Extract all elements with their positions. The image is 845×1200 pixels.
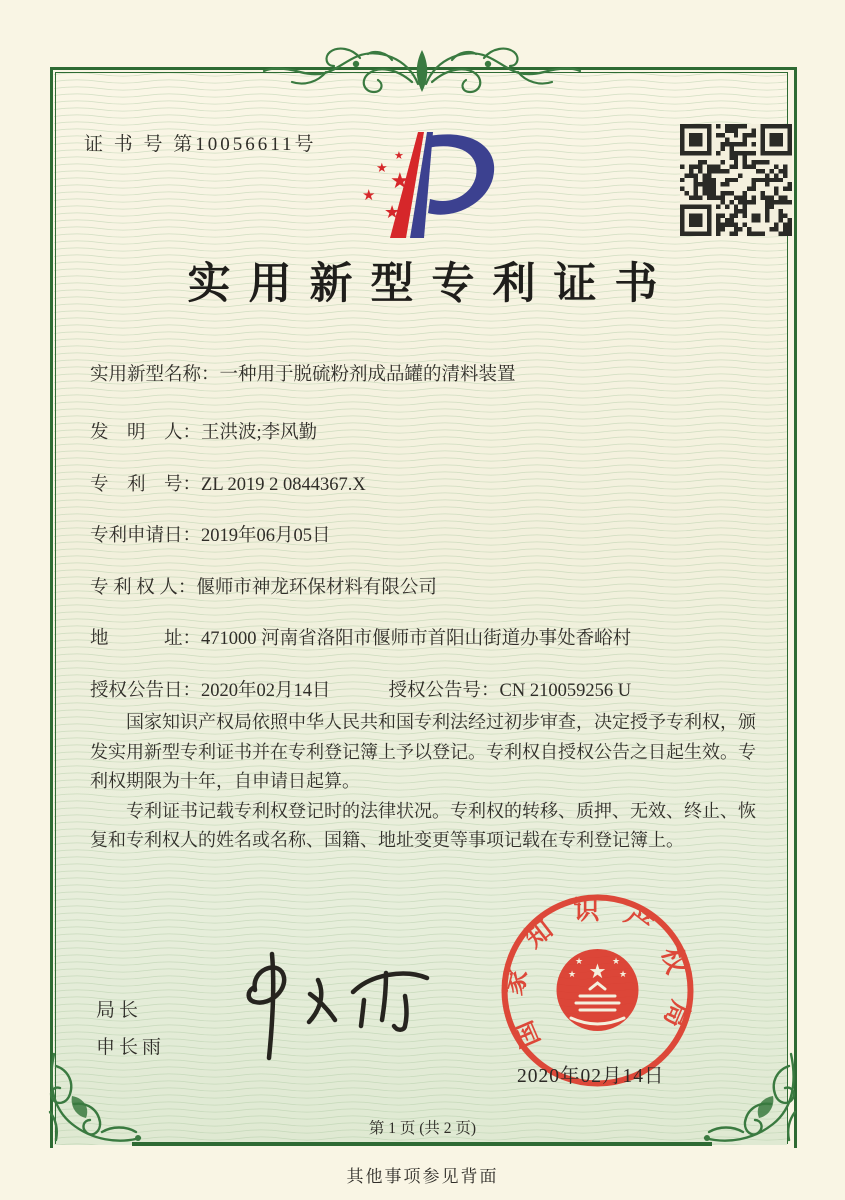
- svg-text:★: ★: [611, 956, 621, 966]
- field-label: 专 利 权 人：: [90, 577, 197, 598]
- field-grant-announcement: [90, 678, 762, 705]
- svg-text:★: ★: [390, 168, 410, 193]
- svg-text:★: ★: [588, 961, 607, 983]
- field-label: 地 址：: [90, 629, 202, 649]
- legal-text-block: [90, 708, 756, 856]
- field-inventors: [90, 420, 762, 447]
- field-label: 专 利 号：: [90, 474, 202, 495]
- field-patent-number: [90, 472, 762, 499]
- page-number: 第 1 页 (共 2 页): [368, 1120, 477, 1137]
- field-label: 实用新型名称：: [90, 365, 220, 385]
- seal-date: 2020年02月14日: [517, 1066, 665, 1087]
- legal-paragraph-2: 专利证书记载专利权登记时的法律状况。专利权的转移、质押、无效、终止、恢复和专利权人的姓名或名称、国籍、地址变更等事项记载在专利登记簿上。: [90, 800, 756, 850]
- field-value: 一种用于脱硫粉剂成品罐的清料装置: [219, 365, 516, 385]
- back-side-note: 其他事项参见背面: [346, 1167, 499, 1186]
- field-label: 专利申请日：: [90, 526, 202, 546]
- field-value: 2019年06月05日: [201, 526, 331, 546]
- director-signature-icon: [225, 948, 455, 1063]
- national-emblem: [557, 949, 639, 1031]
- field-utility-model-name: [90, 362, 762, 389]
- field-value: 471000 河南省洛阳市偃师市首阳山街道办事处香峪村: [201, 629, 632, 649]
- director-title-label: 局长: [96, 1000, 143, 1021]
- svg-text:★: ★: [574, 956, 584, 966]
- cnipa-patent-logo-icon: [332, 126, 512, 244]
- svg-text:★: ★: [567, 969, 577, 979]
- field-value: ZL 2019 2 0844367.X: [201, 474, 366, 495]
- field-label: 发 明 人：: [90, 423, 202, 443]
- field-patentee: [90, 575, 762, 602]
- grant-date-label: 授权公告日：: [90, 680, 202, 701]
- svg-text:★: ★: [376, 160, 388, 175]
- seal-arc-text: 国家知识产权局: [498, 895, 697, 1052]
- grant-date-value: 2020年02月14日: [201, 680, 331, 701]
- field-value: 王洪波;李风勤: [201, 423, 318, 443]
- qr-code-icon: [680, 124, 792, 236]
- svg-text:★: ★: [618, 969, 628, 979]
- svg-text:★: ★: [384, 202, 401, 222]
- grant-pub-value: CN 210059256 U: [499, 680, 632, 701]
- field-value: 偃师市神龙环保材料有限公司: [196, 577, 437, 598]
- top-scroll-ornament-icon: [262, 38, 582, 102]
- svg-text:★: ★: [394, 150, 404, 162]
- director-name-label: 申长雨: [96, 1037, 166, 1058]
- field-address: [90, 626, 762, 653]
- grant-pub-label: 授权公告号：: [388, 680, 500, 701]
- certificate-fields: [90, 362, 762, 705]
- certificate-border-bottom-line: [132, 1142, 712, 1146]
- certificate-title: 实用新型专利证书: [187, 261, 676, 308]
- field-filing-date: [90, 523, 762, 550]
- svg-text:★: ★: [362, 188, 376, 204]
- certificate-number: 证 书 号 第10056611号: [84, 134, 317, 155]
- legal-paragraph-1: 国家知识产权局依照中华人民共和国专利法经过初步审查，决定授予专利权，颁发实用新型专利证书并在专利登记簿上予以登记。专利权自授权公告之日起生效。专利权期限为十年，自申请日起算。: [90, 712, 756, 791]
